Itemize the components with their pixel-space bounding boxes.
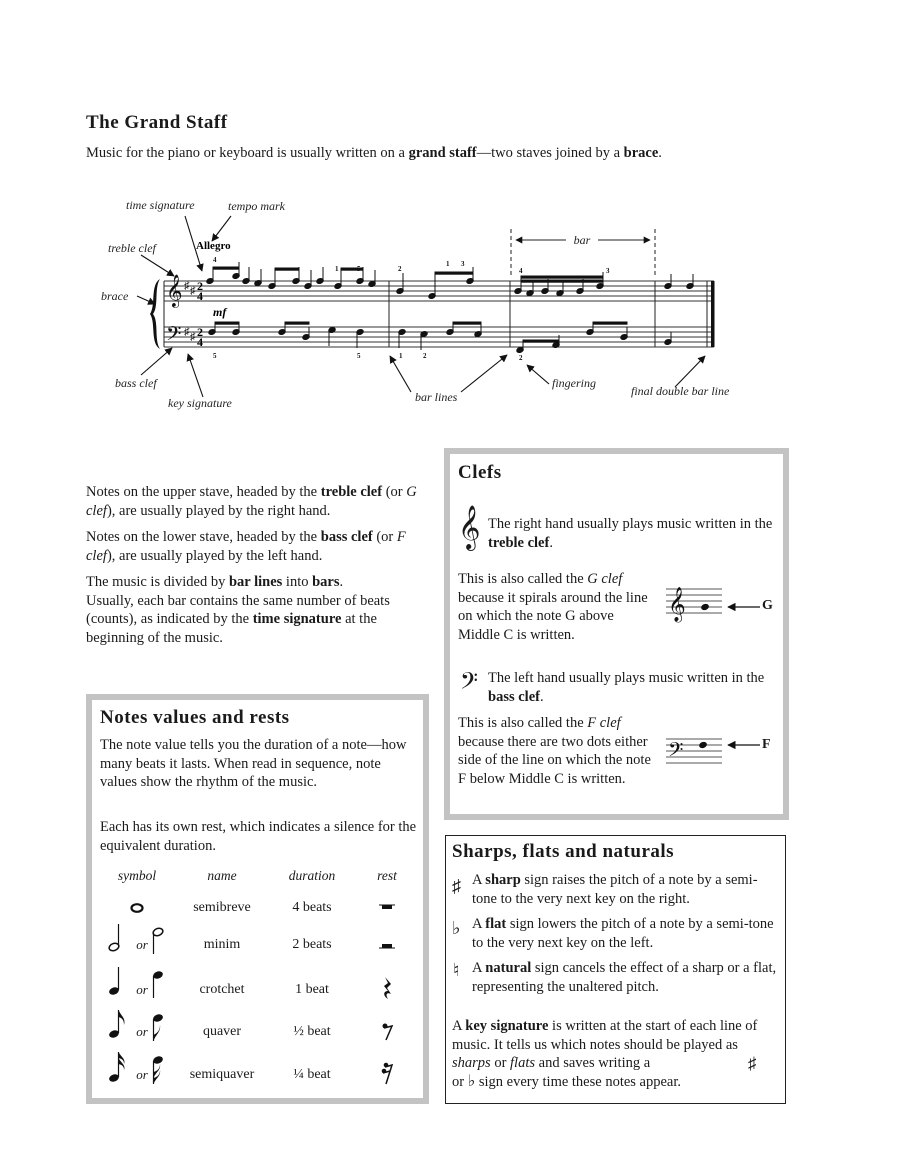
fingering-number: 4 bbox=[213, 256, 217, 264]
minim-rest-icon bbox=[377, 938, 397, 954]
row-duration: 4 beats bbox=[292, 900, 332, 915]
label-time-signature: time signature bbox=[126, 198, 195, 212]
or-text: or bbox=[136, 1067, 148, 1082]
key-sharp-icon: ♯ bbox=[184, 280, 190, 292]
row-duration: 2 beats bbox=[292, 937, 332, 952]
natural-text bbox=[472, 959, 777, 996]
note-beam bbox=[275, 268, 299, 270]
label-brace: brace bbox=[101, 289, 129, 303]
text-part: or bbox=[490, 1055, 511, 1071]
text-part: ), are usually played by the right hand. bbox=[106, 502, 331, 519]
f-clef-example bbox=[662, 734, 777, 770]
row-duration: ¼ beat bbox=[293, 1067, 331, 1082]
text-bold: bass clef bbox=[320, 529, 373, 545]
text-part: This is also called the bbox=[458, 715, 588, 731]
row-name: semibreve bbox=[193, 900, 251, 915]
notes-values-para1: The note value tells you the duration of a note—how many beats it lasts. When read in sequence, note values show the rhythm of the music. bbox=[100, 737, 407, 790]
bar-explanation bbox=[86, 573, 426, 647]
text-part: This is also called the bbox=[458, 571, 588, 587]
note-beam bbox=[521, 276, 603, 278]
treble-stave bbox=[164, 281, 714, 301]
label-bar: bar bbox=[573, 233, 591, 247]
sharp-text bbox=[472, 871, 777, 908]
treble-clef-text bbox=[488, 515, 778, 552]
header-name: name bbox=[207, 868, 237, 883]
text-bold: bar lines bbox=[228, 574, 283, 590]
note-beam bbox=[453, 322, 481, 324]
text-part: or bbox=[452, 1073, 465, 1090]
fingering-number: 4 bbox=[519, 267, 523, 275]
sharp-icon: ♯ bbox=[452, 876, 461, 896]
note-beam bbox=[285, 322, 309, 324]
treble-explanation bbox=[86, 483, 426, 520]
sharp-icon: ♯ bbox=[748, 1054, 757, 1073]
key-sharp-icon: ♯ bbox=[190, 331, 196, 343]
text-bold: sharp bbox=[485, 872, 521, 888]
fingering-numbers bbox=[213, 256, 610, 362]
flat-text bbox=[472, 915, 777, 952]
or-text: or bbox=[136, 1024, 148, 1039]
row-name: minim bbox=[203, 937, 241, 952]
quaver-rest-icon bbox=[380, 1020, 396, 1042]
text-italic: flats bbox=[510, 1055, 536, 1071]
text-italic: F clef bbox=[86, 529, 406, 564]
note-beam bbox=[213, 267, 239, 269]
time-sig-bottom: 4 bbox=[197, 289, 203, 303]
dynamic-marking: mf bbox=[213, 305, 227, 319]
text-part: sign cancels the effect of a sharp or a flat, representing the unaltered pitch. bbox=[472, 960, 777, 995]
bass-clef-icon: 𝄢 bbox=[166, 324, 182, 350]
text-part: and saves writing a bbox=[535, 1055, 651, 1071]
text-part: A bbox=[452, 1018, 466, 1034]
clefs-box bbox=[444, 448, 789, 820]
svg-text:𝄢: 𝄢 bbox=[668, 740, 684, 766]
sharps-flats-naturals-box bbox=[445, 835, 786, 1104]
tempo-marking: Allegro bbox=[196, 240, 231, 252]
g-clef-example bbox=[662, 579, 777, 625]
flat-icon: ♭ bbox=[452, 918, 461, 938]
g-clef-text bbox=[458, 570, 658, 644]
text-part: sign every time these notes appear. bbox=[478, 1073, 682, 1090]
or-text: or bbox=[136, 982, 148, 997]
text-bold: bars bbox=[312, 574, 340, 590]
key-signature-text bbox=[452, 1017, 780, 1091]
text-part: because there are two dots either side of the line on which the note F below Middle C is written. bbox=[458, 733, 651, 787]
text-italic: G clef bbox=[587, 571, 623, 587]
row-name: semiquaver bbox=[189, 1067, 255, 1082]
text-part: is written at the start of each line of music. It tells us which notes should be played as bbox=[452, 1018, 758, 1053]
fingering-number: 2 bbox=[398, 265, 402, 273]
text-part: into bbox=[282, 574, 313, 590]
grand-staff-diagram bbox=[0, 0, 900, 440]
f-clef-text bbox=[458, 714, 658, 788]
intro-part: —two staves joined by a bbox=[476, 145, 624, 161]
g-note-label: G bbox=[762, 598, 773, 613]
page-title: The Grand Staff bbox=[86, 112, 228, 133]
notes-values-box bbox=[86, 694, 429, 1104]
text-part: sign raises the pitch of a note by a semi-tone to the very next key on the right. bbox=[472, 872, 758, 907]
label-tempo-mark: tempo mark bbox=[228, 199, 285, 213]
fingering-number: 3 bbox=[606, 267, 610, 275]
or-text: or bbox=[136, 937, 148, 952]
text-italic: sharps bbox=[452, 1055, 491, 1071]
f-note-label: F bbox=[762, 737, 771, 752]
svg-text:𝄞: 𝄞 bbox=[668, 588, 686, 621]
text-part: Usually, each bar contains the same number of beats (counts), as indicated by the bbox=[86, 592, 390, 627]
text-bold: treble clef bbox=[488, 534, 550, 551]
text-part: A bbox=[472, 916, 486, 932]
label-fingering: fingering bbox=[552, 376, 596, 390]
sharps-title: Sharps, flats and naturals bbox=[452, 841, 675, 862]
time-sig-bottom: 4 bbox=[197, 335, 203, 349]
row-duration: 1 beat bbox=[295, 982, 329, 997]
text-part: Notes on the lower stave, headed by the bbox=[86, 529, 321, 545]
label-bar-lines: bar lines bbox=[415, 390, 458, 404]
fingering-number: 5 bbox=[357, 352, 361, 360]
fingering-number: 5 bbox=[357, 265, 361, 273]
fingering-number: 1 bbox=[446, 260, 450, 268]
text-part: . bbox=[339, 574, 344, 590]
clefs-title: Clefs bbox=[458, 462, 502, 483]
bass-explanation bbox=[86, 528, 426, 565]
row-name: quaver bbox=[202, 1024, 242, 1039]
final-double-bar-line bbox=[711, 281, 715, 347]
bass-clef-icon: 𝄢 bbox=[460, 669, 479, 700]
fingering-number: 3 bbox=[461, 260, 465, 268]
text-part: (or bbox=[382, 484, 407, 500]
note-beam bbox=[523, 340, 559, 342]
text-part: ), are usually played by the left hand. bbox=[106, 547, 323, 564]
text-bold: flat bbox=[485, 916, 507, 932]
label-final-double-bar-line: final double bar line bbox=[631, 384, 730, 398]
text-bold: time signature bbox=[252, 611, 342, 627]
text-part: Notes on the upper stave, headed by the bbox=[86, 484, 321, 500]
row-name: crotchet bbox=[199, 982, 245, 997]
fingering-number: 2 bbox=[519, 354, 523, 362]
fingering-number: 2 bbox=[423, 352, 427, 360]
key-sharp-icon: ♯ bbox=[184, 326, 190, 338]
label-treble-clef: treble clef bbox=[108, 241, 156, 255]
text-italic: G clef bbox=[86, 484, 417, 519]
text-italic: F clef bbox=[587, 715, 621, 731]
text-part: A bbox=[472, 960, 486, 976]
text-part: because it spirals around the line on which the note G above Middle C is written. bbox=[458, 589, 648, 643]
key-sharp-icon: ♯ bbox=[190, 285, 196, 297]
text-part: The left hand usually plays music written in the bbox=[488, 670, 765, 686]
text-part: at the beginning of the music. bbox=[86, 611, 377, 646]
treble-clef-icon: 𝄞 bbox=[458, 507, 481, 549]
note-beam bbox=[435, 272, 473, 274]
intro-part: Music for the piano or keyboard is usually written on a bbox=[86, 145, 409, 161]
text-part: (or bbox=[372, 529, 397, 545]
bass-stave bbox=[164, 327, 714, 347]
semibreve-rest-icon bbox=[377, 900, 397, 916]
text-part: A bbox=[472, 872, 486, 888]
diagram-notes bbox=[206, 262, 694, 353]
time-sig-top: 2 bbox=[197, 325, 203, 339]
text-bold: key signature bbox=[465, 1018, 549, 1034]
text-bold: treble clef bbox=[320, 484, 383, 500]
treble-clef-icon: 𝄞 bbox=[166, 276, 183, 307]
intro-bold-brace: brace bbox=[623, 145, 659, 161]
time-sig-top: 2 bbox=[197, 279, 203, 293]
fingering-number: 5 bbox=[213, 352, 217, 360]
text-part: sign lowers the pitch of a note by a semi-tone to the very next key on the left. bbox=[472, 916, 774, 951]
fingering-number: 1 bbox=[335, 265, 339, 273]
semibreve-icon bbox=[122, 898, 152, 918]
label-key-signature: key signature bbox=[168, 396, 232, 410]
text-part: . bbox=[549, 534, 553, 551]
text-part: The right hand usually plays music written in the bbox=[488, 516, 773, 532]
bass-clef-text bbox=[488, 669, 778, 706]
intro-part: . bbox=[658, 145, 662, 161]
fingering-number: 1 bbox=[399, 352, 403, 360]
note-beam bbox=[593, 322, 627, 324]
crotchet-rest-icon bbox=[380, 975, 396, 1001]
intro-bold-grand-staff: grand staff bbox=[408, 145, 477, 161]
staff-explanations bbox=[86, 483, 426, 655]
notes-values-title: Notes values and rests bbox=[100, 707, 290, 728]
text-part: The music is divided by bbox=[86, 574, 229, 590]
notes-values-para2: Each has its own rest, which indicates a silence for the equivalent duration. bbox=[100, 819, 417, 854]
brace-symbol bbox=[150, 279, 160, 349]
semiquaver-rest-icon bbox=[380, 1060, 396, 1086]
header-duration: duration bbox=[288, 868, 336, 883]
natural-icon: ♮ bbox=[453, 960, 460, 980]
row-duration: ½ beat bbox=[293, 1024, 331, 1039]
text-bold: bass clef bbox=[488, 688, 540, 705]
header-rest: rest bbox=[377, 868, 397, 883]
label-bass-clef: bass clef bbox=[115, 376, 157, 390]
text-bold: natural bbox=[485, 960, 532, 976]
text-part: . bbox=[539, 688, 544, 705]
header-symbol: symbol bbox=[117, 868, 157, 883]
note-beam bbox=[215, 322, 239, 324]
flat-icon: ♭ bbox=[467, 1072, 476, 1090]
